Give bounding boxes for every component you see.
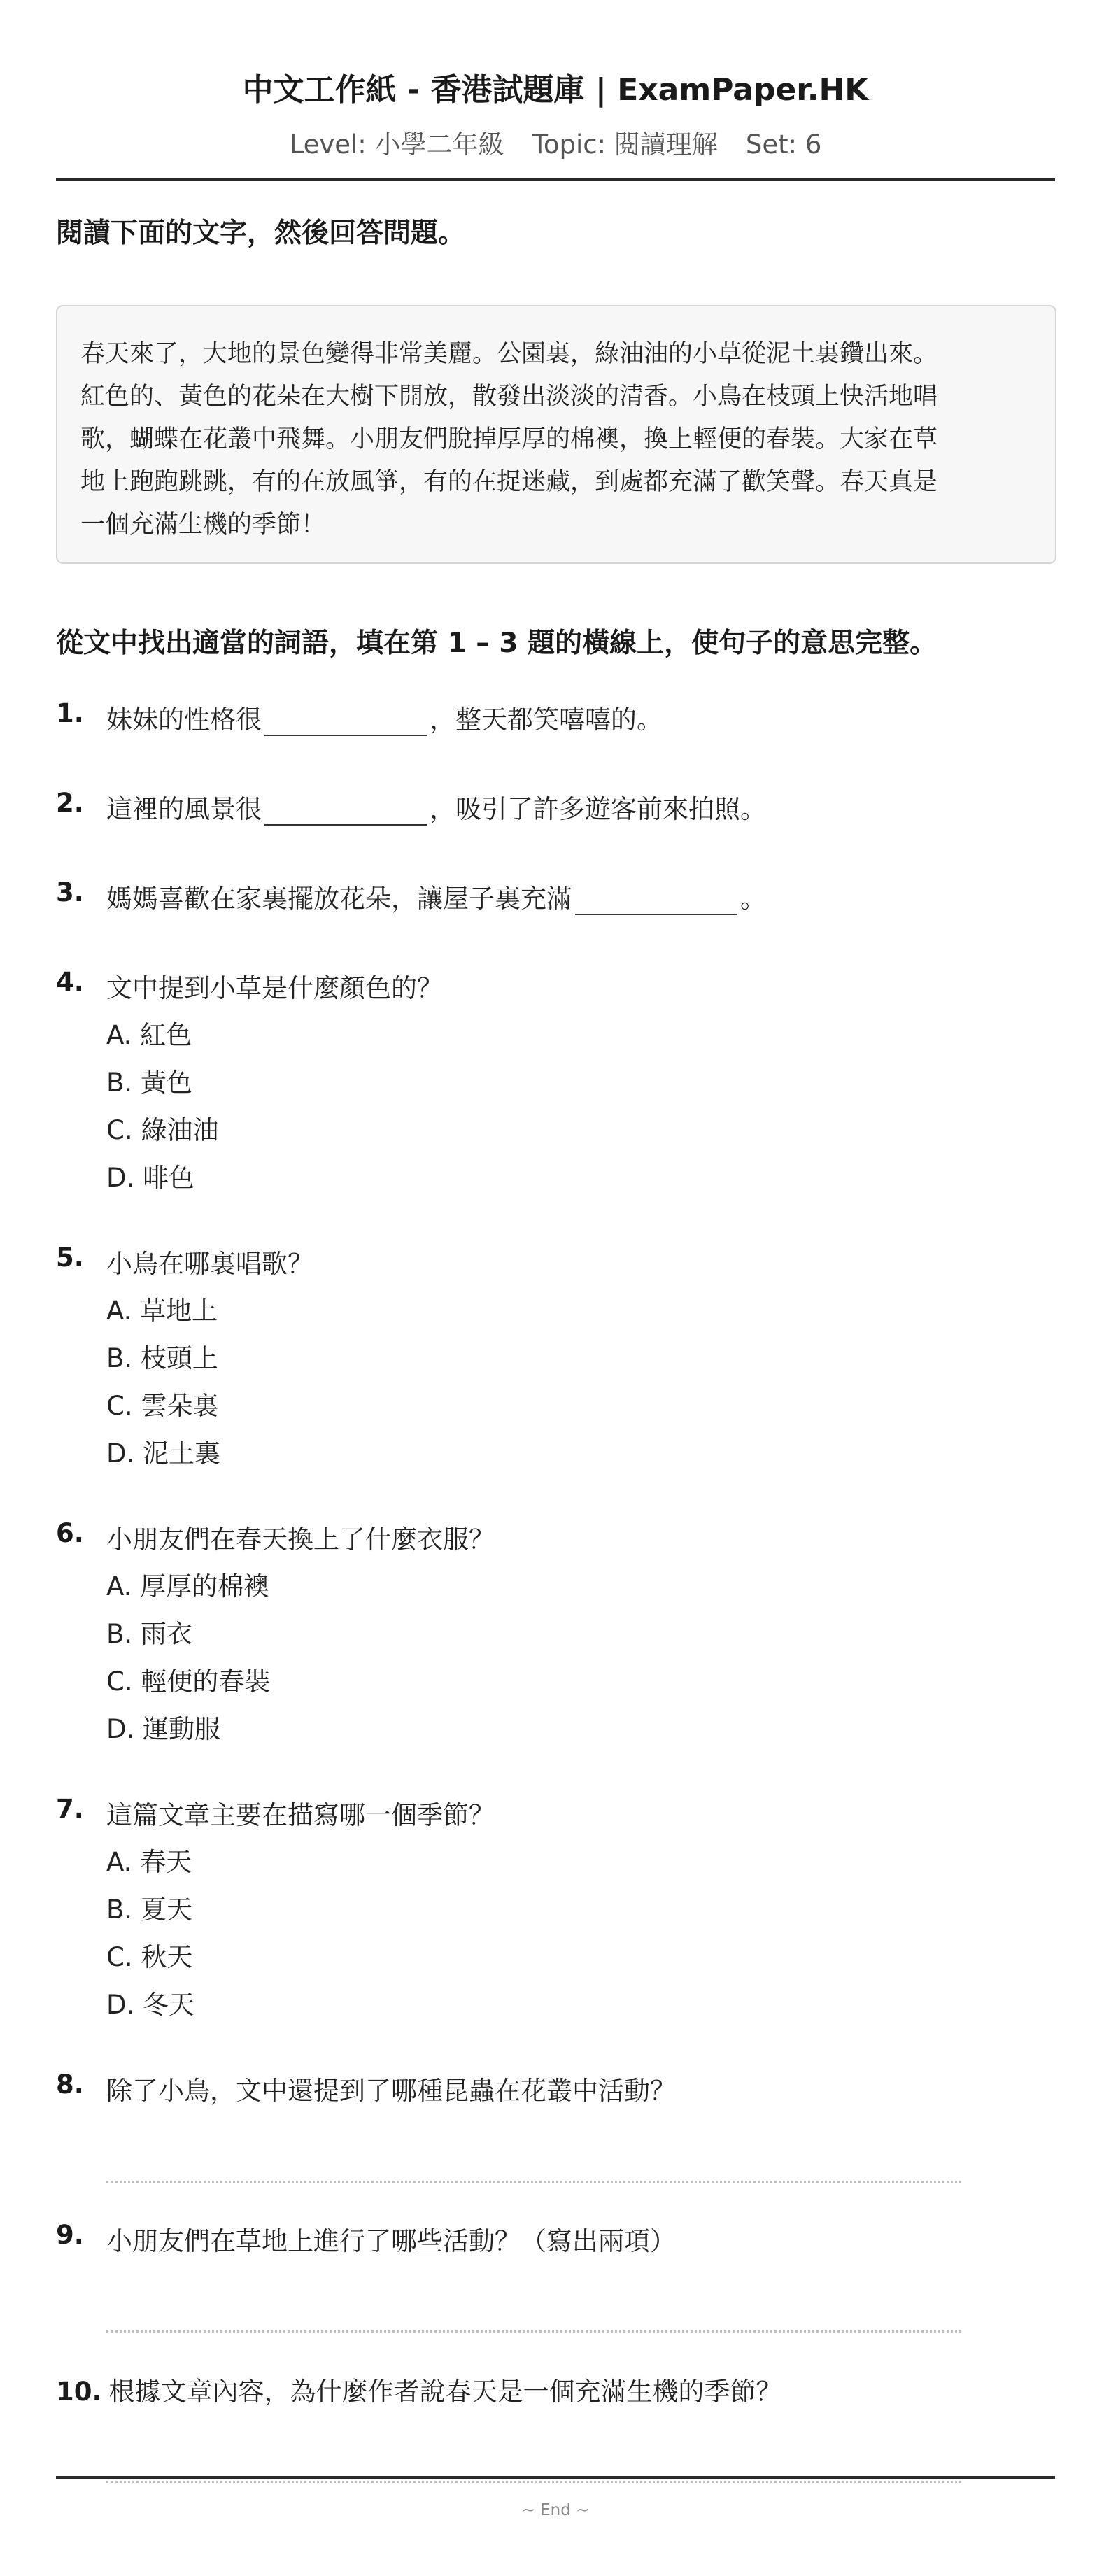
reading-passage [56,305,1056,564]
passage-line: 歌，蝴蝶在花叢中飛舞。小朋友們脫掉厚厚的棉襖，換上輕便的春裝。大家在草 [80,425,938,453]
option-b[interactable]: B. 黃色 [106,1068,192,1098]
answer-line[interactable] [106,2481,961,2483]
question-number: 4. [56,967,84,997]
fill-instruction: 從文中找出適當的詞語，填在第 1 – 3 題的橫線上，使句子的意思完整。 [56,628,937,659]
reading-instruction: 閱讀下面的文字，然後回答問題。 [56,218,466,249]
question-number: 9. [56,2220,84,2250]
answer-line[interactable] [106,2330,961,2333]
option-c[interactable]: C. 雲朵裏 [106,1391,219,1421]
question-number: 3. [56,877,84,907]
option-c[interactable]: C. 輕便的春裝 [106,1666,271,1697]
option-a[interactable]: A. 春天 [106,1847,192,1877]
option-d[interactable]: D. 啡色 [106,1163,195,1193]
topic-label: Topic: 閱讀理解 [532,129,718,160]
passage-line: 紅色的、黃色的花朵在大樹下開放，散發出淡淡的清香。小鳥在枝頭上快活地唱 [80,383,938,411]
page-title: 中文工作紙 - 香港試題庫 | ExamPaper.HK [242,72,869,108]
answer-blank[interactable] [264,798,427,826]
end-marker: ~ End ~ [521,2501,590,2519]
question-number: 1. [56,698,84,728]
answer-blank[interactable] [575,887,737,915]
question-text: 這裡的風景很 [106,794,262,824]
worksheet-meta [56,123,1055,161]
option-b[interactable]: B. 雨衣 [106,1619,192,1649]
set-label: Set: 6 [745,129,822,160]
question-text: 根據文章內容，為什麼作者說春天是一個充滿生機的季節？ [108,2377,782,2407]
question-text: 除了小鳥，文中還提到了哪種昆蟲在花叢中活動？ [106,2076,676,2106]
option-d[interactable]: D. 冬天 [106,1990,195,2020]
worksheet-header [56,0,1055,181]
question-number: 7. [56,1794,84,1824]
footer-divider [56,2476,1055,2479]
question-text: 這篇文章主要在描寫哪一個季節？ [106,1800,495,1830]
option-c[interactable]: C. 綠油油 [106,1115,219,1145]
question-text: 小朋友們在春天換上了什麼衣服？ [106,1524,495,1555]
question-number: 2. [56,788,84,818]
question-text: 妹妹的性格很 [106,705,262,735]
option-a[interactable]: A. 紅色 [106,1020,192,1050]
passage-line: 春天來了，大地的景色變得非常美麗。公園裏，綠油油的小草從泥土裏鑽出來。 [80,340,938,368]
question-number: 5. [56,1243,84,1273]
passage-line: 地上跑跑跳跳，有的在放風箏，有的在捉迷藏，到處都充滿了歡笑聲。春天真是 [80,468,938,496]
answer-line[interactable] [106,2181,961,2183]
option-d[interactable]: D. 運動服 [106,1714,221,1744]
question-text: ，吸引了許多遊客前來拍照。 [430,794,766,824]
question-number: 10. [56,2377,102,2407]
question-text: 媽媽喜歡在家裏擺放花朵，讓屋子裏充滿 [106,884,572,914]
passage-line: 一個充滿生機的季節！ [80,511,326,539]
level-label: Level: 小學二年級 [289,129,504,160]
question-text: 。 [740,884,766,914]
option-d[interactable]: D. 泥土裏 [106,1438,221,1469]
option-c[interactable]: C. 秋天 [106,1942,193,1972]
answer-blank[interactable] [264,708,427,736]
question-text: 文中提到小草是什麼顏色的？ [106,973,443,1003]
option-a[interactable]: A. 厚厚的棉襖 [106,1571,270,1601]
option-b[interactable]: B. 夏天 [106,1895,192,1925]
question-text: 小朋友們在草地上進行了哪些活動？（寫出兩項） [106,2226,676,2256]
option-a[interactable]: A. 草地上 [106,1296,218,1326]
question-number: 8. [56,2069,84,2100]
question-text: ，整天都笑嘻嘻的。 [430,705,663,735]
question-number: 6. [56,1518,84,1548]
option-b[interactable]: B. 枝頭上 [106,1343,218,1373]
question-text: 小鳥在哪裏唱歌？ [106,1249,313,1279]
